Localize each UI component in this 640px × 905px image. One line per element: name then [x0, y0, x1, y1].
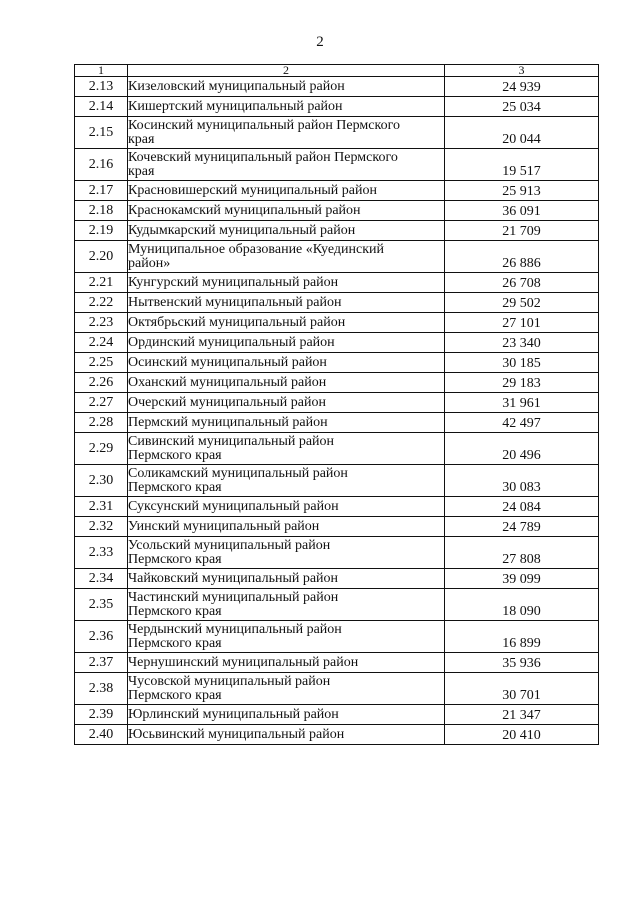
value-cell: 39 099 — [445, 569, 599, 589]
value-cell: 36 091 — [445, 201, 599, 221]
table-row — [75, 97, 599, 117]
value-cell: 30 701 — [445, 673, 599, 705]
value-cell: 29 183 — [445, 373, 599, 393]
value-cell: 26 886 — [445, 241, 599, 273]
value-cell: 27 808 — [445, 537, 599, 569]
table-row — [75, 589, 599, 621]
district-name-cell: Чердынский муниципальный район Пермского края — [128, 621, 445, 653]
value-cell: 25 034 — [445, 97, 599, 117]
value-cell: 27 101 — [445, 313, 599, 333]
district-name-cell: Муниципальное образование «Куединский район» — [128, 241, 445, 273]
row-number-cell: 2.29 — [75, 433, 128, 465]
table-row — [75, 517, 599, 537]
table-row — [75, 221, 599, 241]
row-number-cell: 2.33 — [75, 537, 128, 569]
district-name-cell: Октябрьский муниципальный район — [128, 313, 445, 333]
district-name-cell: Частинский муниципальный район Пермского края — [128, 589, 445, 621]
value-cell: 18 090 — [445, 589, 599, 621]
district-name-cell: Нытвенский муниципальный район — [128, 293, 445, 313]
row-number-cell: 2.24 — [75, 333, 128, 353]
column-header-number: 1 — [75, 65, 128, 77]
table-row — [75, 621, 599, 653]
value-cell: 30 185 — [445, 353, 599, 373]
district-name-cell: Сивинский муниципальный район Пермского края — [128, 433, 445, 465]
district-name-cell: Кишертский муниципальный район — [128, 97, 445, 117]
row-number-cell: 2.18 — [75, 201, 128, 221]
district-name-cell: Осинский муниципальный район — [128, 353, 445, 373]
district-name-cell: Чусовской муниципальный район Пермского края — [128, 673, 445, 705]
table-row — [75, 653, 599, 673]
value-cell: 42 497 — [445, 413, 599, 433]
district-name-cell: Очерский муниципальный район — [128, 393, 445, 413]
table-row — [75, 333, 599, 353]
table-row — [75, 313, 599, 333]
district-name-cell: Красновишерский муниципальный район — [128, 181, 445, 201]
row-number-cell: 2.13 — [75, 77, 128, 97]
value-cell: 24 939 — [445, 77, 599, 97]
value-cell: 30 083 — [445, 465, 599, 497]
value-cell: 31 961 — [445, 393, 599, 413]
row-number-cell: 2.37 — [75, 653, 128, 673]
table-row — [75, 393, 599, 413]
table-row — [75, 293, 599, 313]
table-row — [75, 413, 599, 433]
district-name-cell: Соликамский муниципальный район Пермского края — [128, 465, 445, 497]
table-row — [75, 537, 599, 569]
row-number-cell: 2.31 — [75, 497, 128, 517]
value-cell: 29 502 — [445, 293, 599, 313]
row-number-cell: 2.40 — [75, 725, 128, 745]
row-number-cell: 2.38 — [75, 673, 128, 705]
value-cell: 20 496 — [445, 433, 599, 465]
row-number-cell: 2.39 — [75, 705, 128, 725]
district-name-cell: Косинский муниципальный район Пермского края — [128, 117, 445, 149]
value-cell: 26 708 — [445, 273, 599, 293]
district-name-cell: Кочевский муниципальный район Пермского края — [128, 149, 445, 181]
value-cell: 35 936 — [445, 653, 599, 673]
value-cell: 21 709 — [445, 221, 599, 241]
row-number-cell: 2.26 — [75, 373, 128, 393]
page-number: 2 — [316, 34, 324, 50]
row-number-cell: 2.15 — [75, 117, 128, 149]
row-number-cell: 2.32 — [75, 517, 128, 537]
district-name-cell: Чернушинский муниципальный район — [128, 653, 445, 673]
table-row — [75, 465, 599, 497]
table-body — [75, 77, 599, 745]
table-row — [75, 497, 599, 517]
row-number-cell: 2.30 — [75, 465, 128, 497]
district-name-cell: Усольский муниципальный район Пермского края — [128, 537, 445, 569]
table-row — [75, 77, 599, 97]
district-name-cell: Пермский муниципальный район — [128, 413, 445, 433]
municipal-districts-table — [74, 64, 599, 745]
district-name-cell: Кунгурский муниципальный район — [128, 273, 445, 293]
value-cell: 25 913 — [445, 181, 599, 201]
table-row — [75, 433, 599, 465]
district-name-cell: Оханский муниципальный район — [128, 373, 445, 393]
row-number-cell: 2.21 — [75, 273, 128, 293]
table-row — [75, 373, 599, 393]
row-number-cell: 2.17 — [75, 181, 128, 201]
value-cell: 21 347 — [445, 705, 599, 725]
district-name-cell: Уинский муниципальный район — [128, 517, 445, 537]
row-number-cell: 2.35 — [75, 589, 128, 621]
value-cell: 16 899 — [445, 621, 599, 653]
table-row — [75, 569, 599, 589]
district-name-cell: Суксунский муниципальный район — [128, 497, 445, 517]
row-number-cell: 2.14 — [75, 97, 128, 117]
value-cell: 24 789 — [445, 517, 599, 537]
row-number-cell: 2.36 — [75, 621, 128, 653]
table-row — [75, 725, 599, 745]
row-number-cell: 2.28 — [75, 413, 128, 433]
district-name-cell: Кудымкарский муниципальный район — [128, 221, 445, 241]
district-name-cell: Краснокамский муниципальный район — [128, 201, 445, 221]
district-name-cell: Чайковский муниципальный район — [128, 569, 445, 589]
value-cell: 19 517 — [445, 149, 599, 181]
table-row — [75, 201, 599, 221]
row-number-cell: 2.20 — [75, 241, 128, 273]
row-number-cell: 2.25 — [75, 353, 128, 373]
value-cell: 20 410 — [445, 725, 599, 745]
row-number-cell: 2.16 — [75, 149, 128, 181]
row-number-cell: 2.22 — [75, 293, 128, 313]
value-cell: 20 044 — [445, 117, 599, 149]
district-name-cell: Юрлинский муниципальный район — [128, 705, 445, 725]
value-cell: 24 084 — [445, 497, 599, 517]
table-row — [75, 673, 599, 705]
table-row — [75, 149, 599, 181]
table-row — [75, 181, 599, 201]
district-name-cell: Кизеловский муниципальный район — [128, 77, 445, 97]
row-number-cell: 2.23 — [75, 313, 128, 333]
column-header-value: 3 — [445, 65, 599, 77]
column-header-name: 2 — [128, 65, 445, 77]
table-row — [75, 273, 599, 293]
table-row — [75, 353, 599, 373]
value-cell: 23 340 — [445, 333, 599, 353]
row-number-cell: 2.19 — [75, 221, 128, 241]
row-number-cell: 2.27 — [75, 393, 128, 413]
table-header-row — [75, 65, 599, 77]
table-row — [75, 705, 599, 725]
district-name-cell: Ординский муниципальный район — [128, 333, 445, 353]
row-number-cell: 2.34 — [75, 569, 128, 589]
table-row — [75, 241, 599, 273]
district-name-cell: Юсьвинский муниципальный район — [128, 725, 445, 745]
table-row — [75, 117, 599, 149]
